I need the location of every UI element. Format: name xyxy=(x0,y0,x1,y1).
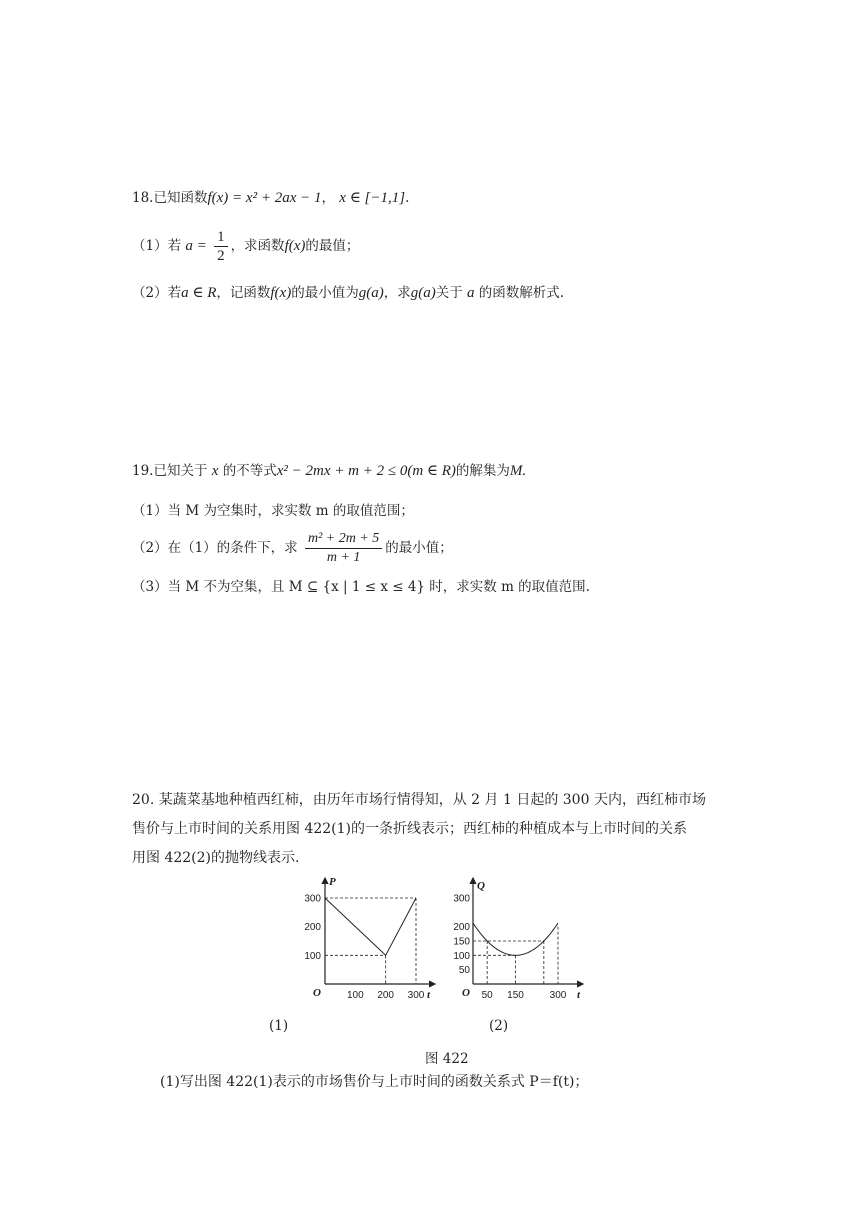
q19-part2-denominator: m + 1 xyxy=(326,550,361,565)
chart1-xtick: 200 xyxy=(377,990,395,1001)
chart1-ytick: 200 xyxy=(304,922,321,934)
q19-part2-suffix: 的最小值； xyxy=(385,540,453,556)
q18-part2-mid1: ，记函数 xyxy=(216,285,271,301)
q18-part1 xyxy=(132,228,359,265)
q18-part1-denominator: 2 xyxy=(217,248,225,264)
q18-part2-mid2: 的最小值为 xyxy=(291,285,359,301)
chart-cost xyxy=(451,874,591,1004)
q18-function: f(x) = x² + 2ax − 1 xyxy=(207,190,322,206)
q19-stem-prefix: 19.已知关于 xyxy=(132,463,208,479)
q19-stem xyxy=(132,461,526,481)
q18-sep: ， xyxy=(321,190,335,206)
chart1-xtick: 100 xyxy=(346,990,364,1001)
q18-part2-f: f(x) xyxy=(270,285,292,301)
q19-inequality: x² − 2mx + m + 2 ≤ 0(m ∈ R) xyxy=(276,463,456,479)
q18-part1-f: f(x) xyxy=(284,238,306,254)
q19-set-M: M. xyxy=(509,463,527,479)
q18-part2-mid4: 关于 xyxy=(435,285,463,301)
chart2-ytick: 200 xyxy=(453,922,470,934)
q19-stem-mid: 的不等式 xyxy=(222,463,277,479)
q18-part2-suffix: 的函数解析式. xyxy=(478,285,565,301)
chart2-xtick: 150 xyxy=(507,990,524,1001)
chart2-cost-parabola xyxy=(473,923,558,955)
figure-caption-2: (2) xyxy=(489,1018,509,1034)
q18-stem-prefix: 18.已知函数 xyxy=(132,190,208,206)
chart2-ytick: 50 xyxy=(458,965,470,977)
q18-part2-g1: g(a) xyxy=(358,285,384,301)
q18-part2-mid3: ，求 xyxy=(383,285,411,301)
q19-part2 xyxy=(132,530,453,567)
chart-price xyxy=(295,874,445,1004)
q18-part1-suffix: 的最值； xyxy=(305,238,360,254)
q20-line2: 售价与上市时间的关系用图 422(1)的一条折线表示；西红柿的种植成本与上市时间的关系 xyxy=(132,821,688,837)
q19-part1: （1）当 M 为空集时，求实数 m 的取值范围； xyxy=(132,503,414,519)
chart2-ytick: 300 xyxy=(453,893,470,905)
q19-part2-fraction xyxy=(305,530,382,567)
q19-stem-mid2: 的解集为 xyxy=(455,463,510,479)
q19-part3: （3）当 M 不为空集，且 M ⊆ {x | 1 ≤ x ≤ 4} 时，求实数 m 的取值范围. xyxy=(132,579,590,595)
q18-part2-cond: a ∈ R xyxy=(181,285,217,301)
q19-part2-numerator: m² + 2m + 5 xyxy=(305,530,382,549)
chart2-xtick: 50 xyxy=(481,990,493,1001)
chart1-xlabel: t xyxy=(427,989,431,1001)
chart2-ytick: 100 xyxy=(453,950,470,962)
chart1-origin: O xyxy=(313,987,321,999)
chart2-origin: O xyxy=(462,987,470,999)
q18-part1-fraction xyxy=(214,228,228,265)
q18-domain: x ∈ [−1,1] xyxy=(339,190,406,206)
q18-part2-a: a xyxy=(467,285,475,301)
q18-part2 xyxy=(132,283,564,303)
q18-end: . xyxy=(405,190,410,206)
q18-stem xyxy=(132,188,409,208)
figure-title: 图 422 xyxy=(425,1051,469,1067)
q20-line3: 用图 422(2)的抛物线表示. xyxy=(132,850,300,866)
chart2-ylabel: Q xyxy=(477,880,485,892)
chart1-ylabel: P xyxy=(329,876,336,888)
q19-x: x xyxy=(211,463,219,479)
q18-part1-mid: ，求函数 xyxy=(230,238,285,254)
chart1-xtick: 300 xyxy=(407,990,425,1001)
q18-part2-prefix: （2）若 xyxy=(132,285,182,301)
q18-part1-a: a = xyxy=(185,238,207,254)
q19-part2-prefix: （2）在（1）的条件下，求 xyxy=(132,540,298,556)
chart2-xtick: 300 xyxy=(549,990,567,1001)
q18-part1-numerator: 1 xyxy=(214,228,228,247)
q20-sub1: (1)写出图 422(1)表示的市场售价与上市时间的函数关系式 P＝f(t)； xyxy=(160,1074,589,1090)
chart2-ytick: 150 xyxy=(453,936,470,948)
chart2-xlabel: t xyxy=(577,989,581,1001)
chart1-ytick: 100 xyxy=(304,950,321,962)
q18-part2-g2: g(a) xyxy=(410,285,436,301)
chart1-price-line xyxy=(325,898,416,955)
q20-line1: 20. 某蔬菜基地种植西红柿，由历年市场行情得知，从 2 月 1 日起的 300 天内，西红柿市场 xyxy=(132,792,706,808)
chart1-ytick: 300 xyxy=(304,893,321,905)
q18-part1-prefix: （1）若 xyxy=(132,238,182,254)
figure-caption-1: (1) xyxy=(269,1018,289,1034)
